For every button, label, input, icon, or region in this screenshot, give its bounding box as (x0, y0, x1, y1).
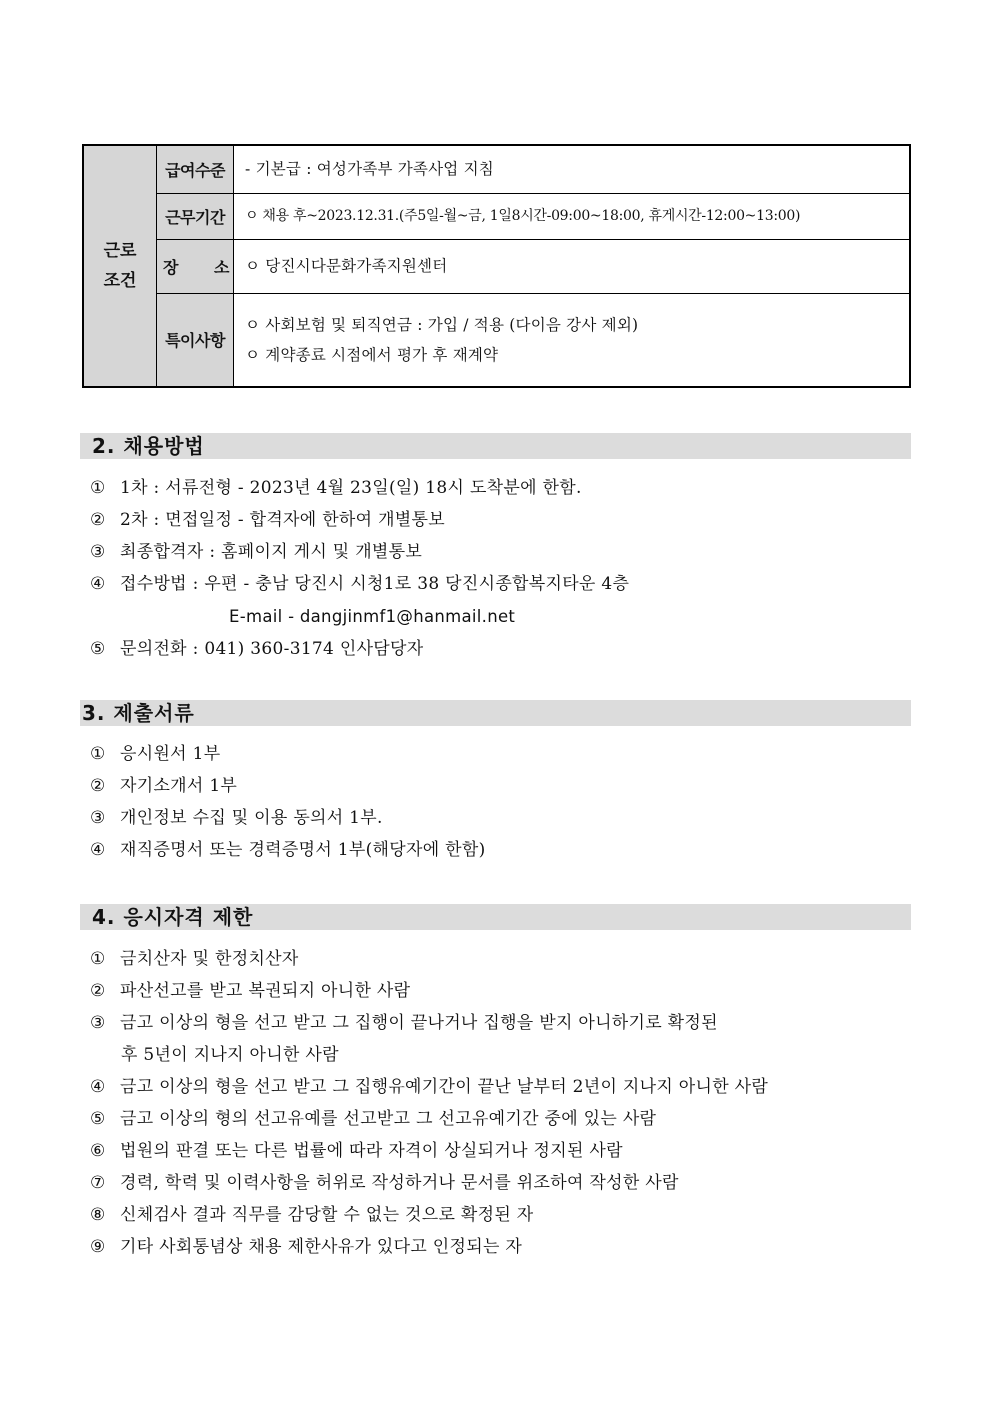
row-value-period (234, 193, 911, 239)
item-text: 2차 : 면접일정 - 합격자에 한하여 개별통보 (120, 510, 445, 530)
item-text: 법원의 판결 또는 다른 법률에 따라 자격이 상실되거나 정지된 사람 (120, 1141, 623, 1161)
item-mark: ③ (90, 1013, 106, 1033)
item-mark: ① (90, 949, 106, 969)
row-value-notes (234, 293, 911, 387)
item-mark: ④ (90, 840, 106, 860)
item-continuation: 후 5년이 지나지 아니한 사람 (121, 1045, 339, 1065)
item-mark: ② (90, 776, 106, 796)
list-item (90, 508, 445, 532)
value-line: ㅇ 사회보험 및 퇴직연금 : 가입 / 적용 (다이음 강사 제외) (245, 315, 639, 334)
item-text: 파산선고를 받고 복권되지 아니한 사람 (120, 981, 411, 1001)
value-line: ㅇ 계약종료 시점에서 평가 후 재계약 (245, 345, 499, 364)
item-text: 금고 이상의 형을 선고 받고 그 집행유예기간이 끝난 날부터 2년이 지나지 아니한 사람 (120, 1077, 769, 1097)
item-text: 경력, 학력 및 이력사항을 허위로 작성하거나 문서를 위조하여 작성한 사람 (120, 1173, 679, 1193)
section-title-hiring-method: 2. 채용방법 (80, 433, 911, 459)
list-item (90, 1203, 534, 1227)
item-text: 금고 이상의 형을 선고 받고 그 집행이 끝나거나 집행을 받지 아니하기로 확정된 (120, 1013, 718, 1033)
working-conditions-table (82, 144, 911, 388)
item-mark: ⑧ (90, 1205, 106, 1225)
place-label-a: 장 (163, 257, 178, 277)
item-text: 문의전화 : 041) 360-3174 인사담당자 (120, 639, 424, 659)
item-mark: ① (90, 478, 106, 498)
list-item (90, 806, 383, 830)
value-line: ㅇ 당진시다문화가족지원센터 (245, 257, 448, 275)
list-item (90, 774, 237, 798)
item-mark: ④ (90, 1077, 106, 1097)
item-text: 최종합격자 : 홈페이지 게시 및 개별통보 (120, 542, 423, 562)
item-text: 개인정보 수집 및 이용 동의서 1부. (120, 808, 383, 828)
section-title-documents: 3. 제출서류 (80, 700, 911, 726)
section-title-disqualifications: 4. 응시자격 제한 (80, 904, 911, 930)
list-item (90, 1011, 718, 1035)
item-text: 신체검사 결과 직무를 감당할 수 없는 것으로 확정된 자 (120, 1205, 534, 1225)
list-item (90, 540, 422, 564)
group-label-line2: 조건 (103, 271, 137, 291)
row-label-notes: 특이사항 (157, 293, 234, 387)
item-mark: ③ (90, 542, 106, 562)
item-text: 접수방법 : 우편 - 충남 당진시 시청1로 38 당진시종합복지타운 4층 (120, 574, 630, 594)
item-mark: ② (90, 981, 106, 1001)
list-item (90, 1235, 522, 1259)
list-item (90, 838, 486, 862)
item-text: 기타 사회통념상 채용 제한사유가 있다고 인정되는 자 (120, 1237, 523, 1257)
table-row (83, 239, 910, 293)
item-text: 금치산자 및 한정치산자 (120, 949, 299, 969)
row-label-place (157, 239, 234, 293)
table-row (83, 293, 910, 387)
list-item (90, 742, 220, 766)
item-text: 응시원서 1부 (120, 744, 221, 764)
list-item (90, 1139, 623, 1163)
group-label-line1: 근로 (103, 241, 137, 261)
item-mark: ⑤ (90, 1109, 106, 1129)
place-label-b: 소 (214, 257, 229, 277)
table-row (83, 193, 910, 239)
value-line: ㅇ 채용 후~2023.12.31.(주5일-월~금, 1일8시간-09:00~18:00, 휴게시간-12:00~13:00) (245, 208, 801, 224)
item-text: 재직증명서 또는 경력증명서 1부(해당자에 한함) (120, 840, 486, 860)
list-item (90, 1075, 768, 1099)
item-text: 금고 이상의 형의 선고유예를 선고받고 그 선고유예기간 중에 있는 사람 (120, 1109, 657, 1129)
row-label-period: 근무기간 (157, 193, 234, 239)
item-mark: ④ (90, 574, 106, 594)
list-item (90, 572, 629, 596)
value-line: - 기본급 : 여성가족부 가족사업 지침 (245, 160, 494, 179)
item-mark: ③ (90, 808, 106, 828)
email-line: E-mail - dangjinmf1@hanmail.net (229, 607, 516, 626)
list-item (90, 1107, 656, 1131)
row-label-salary: 급여수준 (157, 145, 234, 193)
list-item (90, 637, 423, 661)
row-value-place (234, 239, 911, 293)
item-mark: ⑦ (90, 1173, 106, 1193)
item-mark: ⑨ (90, 1237, 106, 1257)
group-label (83, 145, 157, 387)
item-text: 자기소개서 1부 (120, 776, 238, 796)
item-mark: ⑤ (90, 639, 106, 659)
list-item (90, 947, 299, 971)
item-text: 1차 : 서류전형 - 2023년 4월 23일(일) 18시 도착분에 한함. (120, 478, 582, 498)
row-value-salary (234, 145, 911, 193)
list-item (90, 979, 410, 1003)
item-mark: ⑥ (90, 1141, 106, 1161)
table-row (83, 145, 910, 193)
item-mark: ① (90, 744, 106, 764)
item-mark: ② (90, 510, 106, 530)
list-item (90, 1171, 679, 1195)
list-item (90, 476, 582, 500)
